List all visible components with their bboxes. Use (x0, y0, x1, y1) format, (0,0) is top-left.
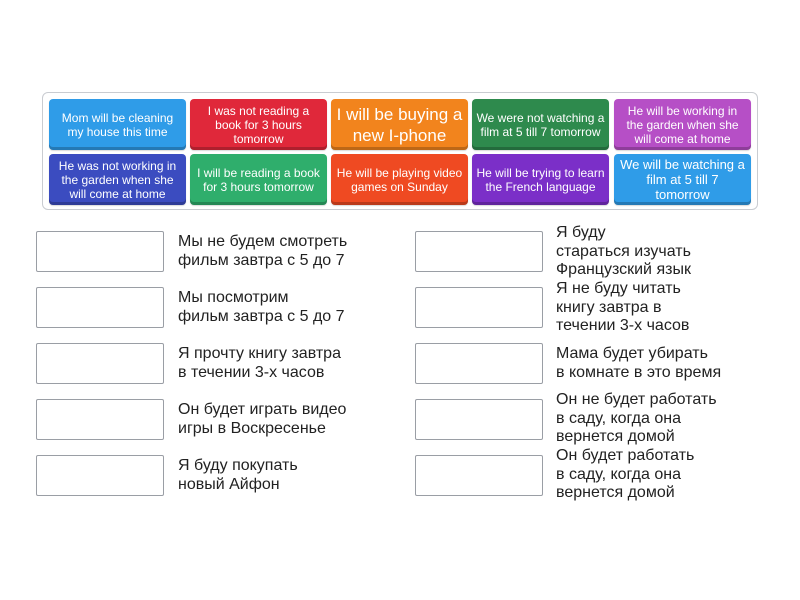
answer-tile-text: I was not reading a book for 3 hours tomorrow (207, 103, 310, 146)
drop-zone[interactable] (36, 399, 164, 440)
answer-tile[interactable] (331, 99, 468, 150)
answer-tile-text: He will be playing video games on Sunday (336, 165, 463, 194)
answer-tile-text: He was not working in the garden when she will come at home (58, 158, 177, 201)
answer-tile-text: He will be trying to learn the French language (476, 165, 605, 194)
drop-zone[interactable] (415, 455, 543, 496)
prompt-text: Мы не будем смотреть фильм завтра с 5 до 7 (178, 233, 348, 269)
drop-zone[interactable] (36, 231, 164, 272)
answer-tile-text: We will be watching a film at 5 till 7 tomorrow (620, 157, 745, 202)
prompt-text: Он не будет работать в саду, когда она вернется домой (556, 391, 717, 445)
answer-tile-bank (42, 92, 758, 210)
answer-tile-text: He will be working in the garden when she will come at home (626, 103, 739, 146)
drop-zone[interactable] (36, 343, 164, 384)
drop-zone[interactable] (415, 287, 543, 328)
prompt-text: Он будет играть видео игры в Воскресенье (178, 401, 347, 437)
answer-tile[interactable] (49, 99, 186, 150)
prompt-text: Я прочту книгу завтра в течении 3-х часов (178, 345, 341, 381)
drop-zone[interactable] (415, 399, 543, 440)
answer-tile[interactable] (614, 99, 751, 150)
prompt-text: Я буду стараться изучать Французский язык (556, 224, 691, 278)
drop-zone[interactable] (415, 231, 543, 272)
answer-tile[interactable] (614, 154, 751, 205)
answer-tile-text: Mom will be cleaning my house this time (61, 110, 174, 139)
prompt-text: Он будет работать в саду, когда она вернется домой (556, 447, 695, 501)
prompt-text: Мы посмотрим фильм завтра с 5 до 7 (178, 289, 345, 325)
drop-zone[interactable] (415, 343, 543, 384)
drop-zone[interactable] (36, 287, 164, 328)
answer-tile-text: I will be buying a new I-phone (336, 104, 463, 145)
answer-tile[interactable] (472, 99, 609, 150)
prompt-text: Я не буду читать книгу завтра в течении 3-х часов (556, 280, 690, 334)
answer-tile[interactable] (49, 154, 186, 205)
answer-tile[interactable] (190, 99, 327, 150)
answer-tile[interactable] (331, 154, 468, 205)
answer-tile[interactable] (472, 154, 609, 205)
answer-tile-text: We were not watching a film at 5 till 7 tomorrow (476, 110, 605, 139)
prompt-text: Я буду покупать новый Айфон (178, 457, 298, 493)
prompt-text: Мама будет убирать в комнате в это время (556, 345, 722, 381)
answer-tile[interactable] (190, 154, 327, 205)
answer-tile-text: I will be reading a book for 3 hours tomorrow (197, 165, 320, 194)
drop-zone[interactable] (36, 455, 164, 496)
